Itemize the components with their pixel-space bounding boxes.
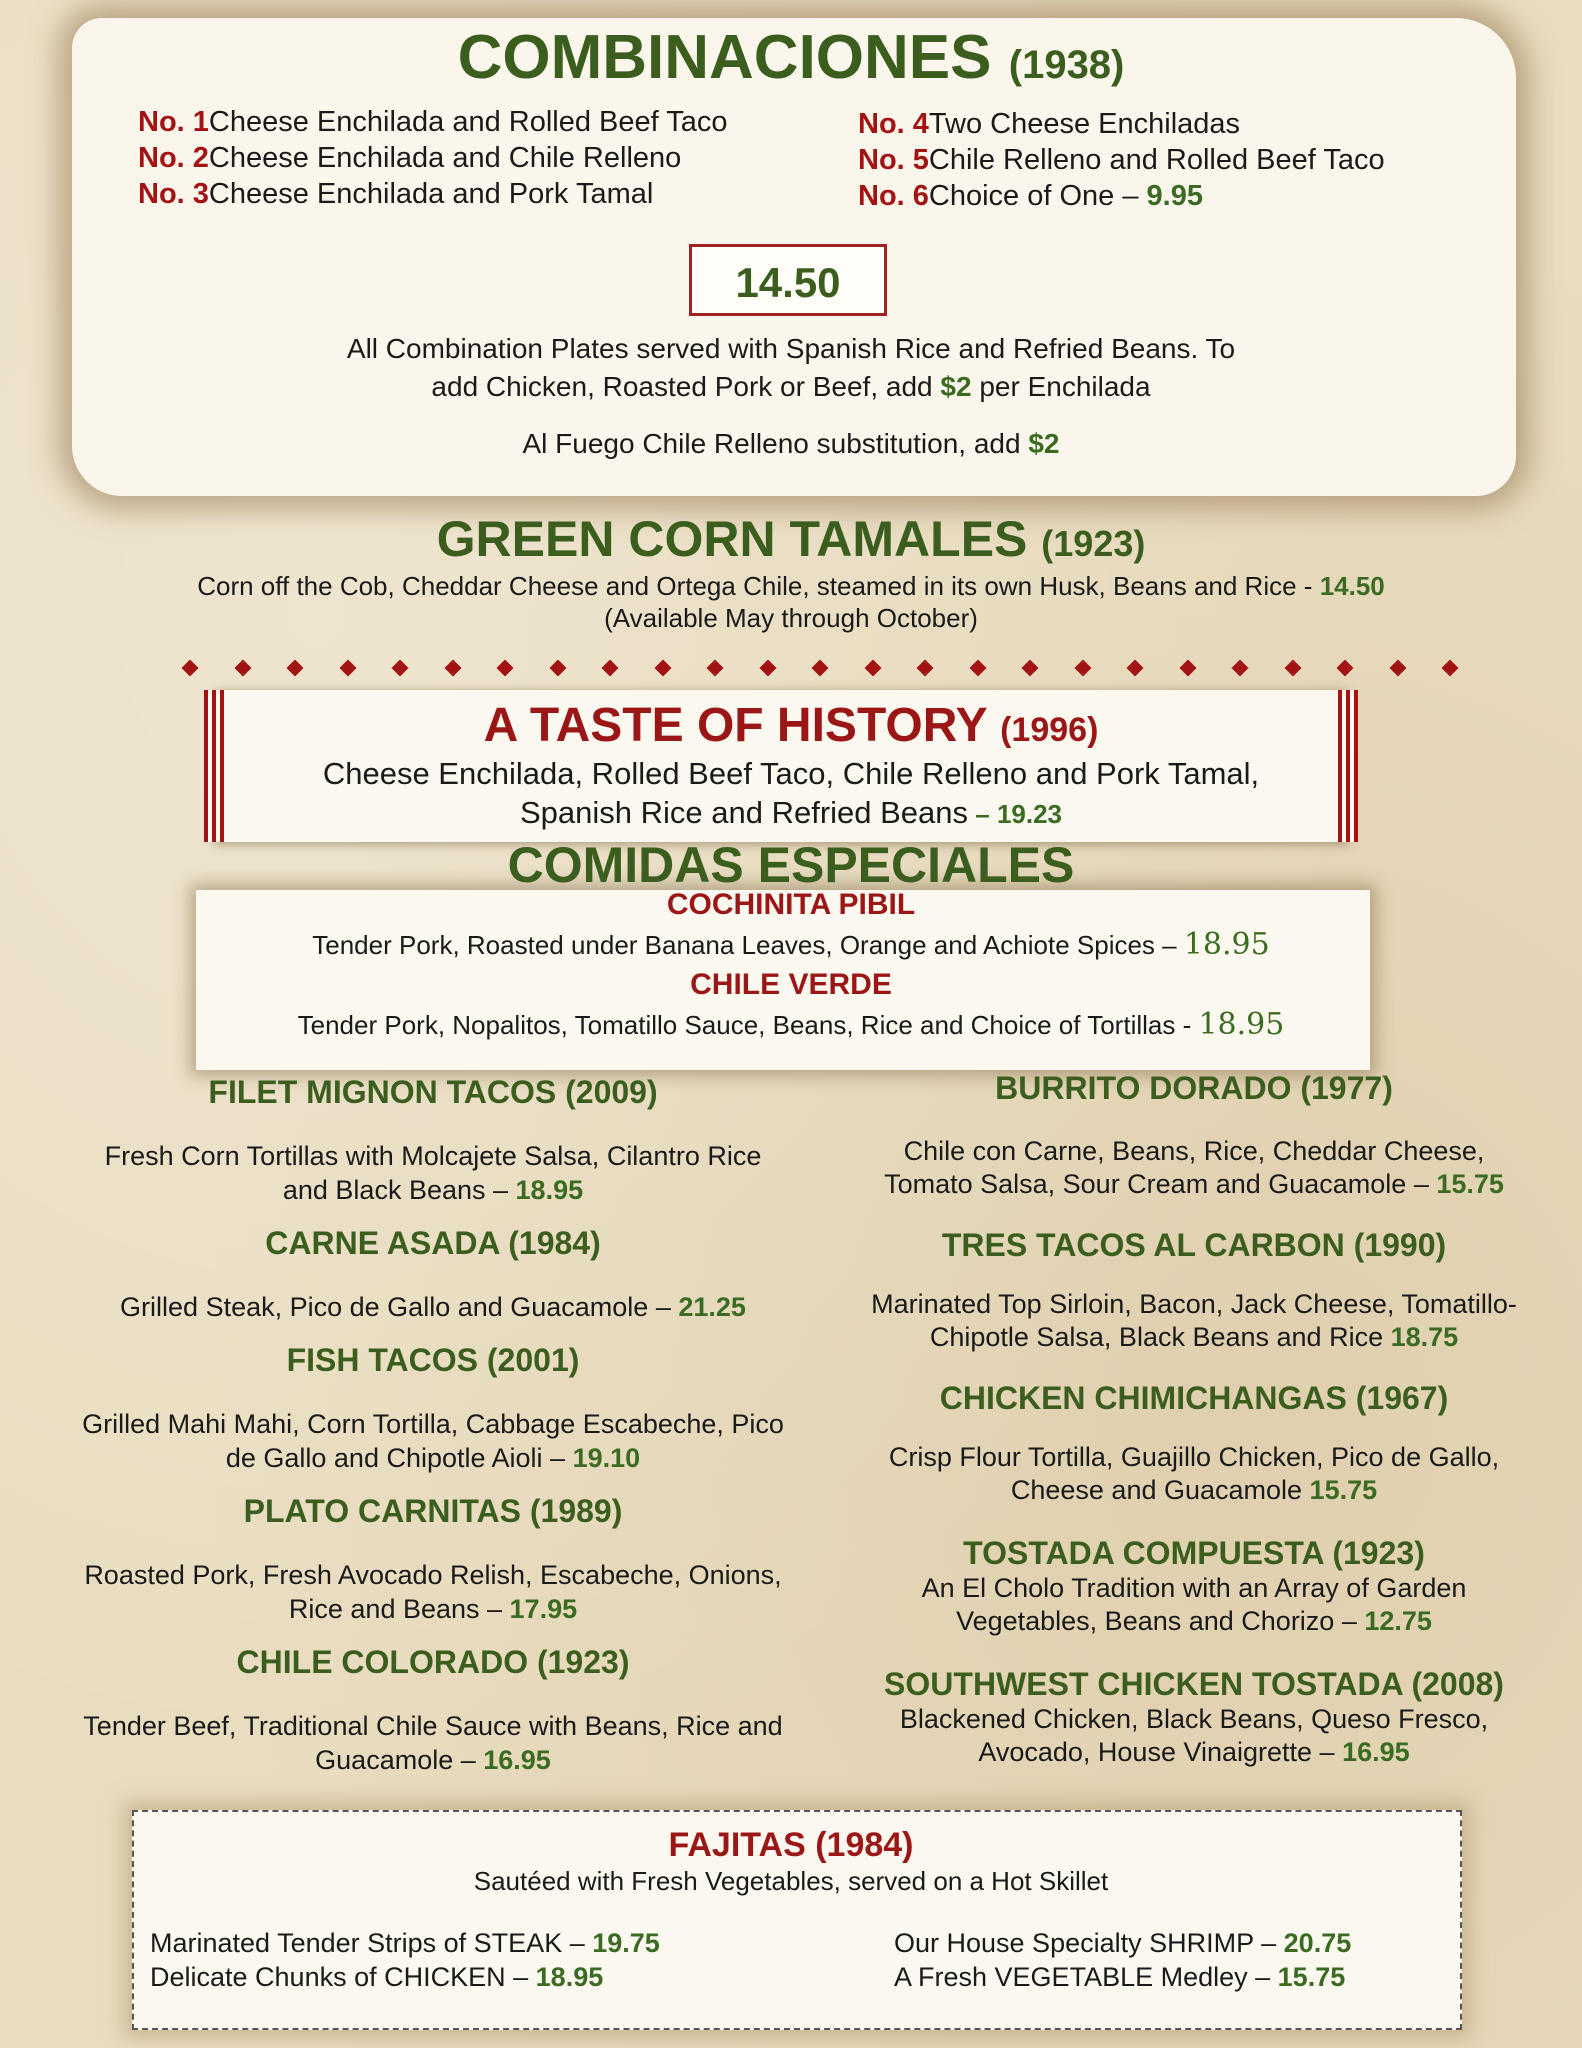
fajitas-option: Marinated Tender Strips of STEAK – 19.75 bbox=[150, 1928, 660, 1958]
diamond-ornament bbox=[392, 660, 409, 677]
combo-item: No. 3Cheese Enchilada and Pork Tamal bbox=[138, 178, 654, 210]
menu-item-title: TRES TACOS AL CARBON (1990) bbox=[941, 1227, 1447, 1263]
menu-item-title: SOUTHWEST CHICKEN TOSTADA (2008) bbox=[884, 1666, 1504, 1702]
menu-column-left bbox=[40, 1074, 826, 1777]
combinaciones-title: COMBINACIONES bbox=[457, 23, 992, 92]
menu-item-desc: Grilled Steak, Pico de Gallo and Guacamole – 21.25 bbox=[120, 1292, 746, 1322]
tamales-heading: GREEN CORN TAMALES (1923) bbox=[436, 511, 1146, 567]
menu-item-desc: Grilled Mahi Mahi, Corn Tortilla, Cabbage Escabeche, Pico de Gallo and Chipotle Aioli – 19.10 bbox=[82, 1409, 784, 1473]
diamond-ornament bbox=[182, 660, 199, 677]
menu-item-title: CHILE COLORADO (1923) bbox=[236, 1644, 630, 1680]
combinaciones-year: (1938) bbox=[1008, 43, 1125, 87]
fajitas-subtitle: Sautéed with Fresh Vegetables, served on a Hot Skillet bbox=[473, 1866, 1109, 1896]
history-desc: Cheese Enchilada, Rolled Beef Taco, Chile Relleno and Pork Tamal, Spanish Rice and Refried Beans – 19.23 bbox=[322, 756, 1260, 830]
menu-item-desc: Chile con Carne, Beans, Rice, Cheddar Cheese, Tomato Salsa, Sour Cream and Guacamole – 15.75 bbox=[884, 1136, 1504, 1199]
menu-item-desc: Fresh Corn Tortillas with Molcajete Salsa, Cilantro Rice and Black Beans – 18.95 bbox=[104, 1141, 762, 1205]
menu-item-desc: Blackened Chicken, Black Beans, Queso Fresco, Avocado, House Vinaigrette – 16.95 bbox=[899, 1704, 1489, 1767]
combinaciones-heading bbox=[0, 22, 1582, 93]
combo-item: No. 6Choice of One – 9.95 bbox=[858, 180, 1203, 212]
combo-item: No. 2Cheese Enchilada and Chile Relleno bbox=[138, 142, 682, 174]
menu-item-desc: Tender Beef, Traditional Chile Sauce with Beans, Rice and Guacamole – 16.95 bbox=[83, 1711, 783, 1775]
fajitas-title: FAJITAS (1984) bbox=[668, 1826, 914, 1864]
menu-item-desc: An El Cholo Tradition with an Array of Garden Vegetables, Beans and Chorizo – 12.75 bbox=[921, 1573, 1467, 1636]
diamond-ornament bbox=[444, 660, 461, 677]
menu-item-desc: Crisp Flour Tortilla, Guajillo Chicken, Pico de Gallo, Cheese and Guacamole 15.75 bbox=[888, 1442, 1500, 1505]
diamond-ornament bbox=[1127, 660, 1144, 677]
diamond-ornament bbox=[917, 660, 934, 677]
combo-item: No. 1Cheese Enchilada and Rolled Beef Taco bbox=[138, 106, 728, 138]
diamond-ornament bbox=[1232, 660, 1249, 677]
fajitas-option: Delicate Chunks of CHICKEN – 18.95 bbox=[150, 1962, 604, 1992]
diamond-ornament bbox=[1442, 660, 1459, 677]
combo-list-left bbox=[138, 104, 788, 212]
menu-column-right bbox=[836, 1070, 1552, 1769]
combo-item: No. 4Two Cheese Enchiladas bbox=[858, 108, 1241, 140]
fajitas-option: A Fresh VEGETABLE Medley – 15.75 bbox=[894, 1962, 1346, 1992]
combo-list-right bbox=[858, 106, 1498, 214]
diamond-ornament bbox=[339, 660, 356, 677]
especial-name: CHILE VERDE bbox=[690, 968, 892, 1001]
menu-item-title: TOSTADA COMPUESTA (1923) bbox=[963, 1535, 1425, 1571]
combo-price-box bbox=[689, 244, 887, 316]
diamond-ornament bbox=[1179, 660, 1196, 677]
tamales-desc: Corn off the Cob, Cheddar Cheese and Ortega Chile, steamed in its own Husk, Beans and Rice - 14.50 (Available May through October) bbox=[197, 571, 1385, 633]
menu-item-title: CHICKEN CHIMICHANGAS (1967) bbox=[939, 1380, 1449, 1416]
history-heading: A TASTE OF HISTORY (1996) bbox=[483, 699, 1099, 752]
combo-item: No. 5Chile Relleno and Rolled Beef Taco bbox=[858, 144, 1385, 176]
menu-item-title: FISH TACOS (2001) bbox=[286, 1342, 580, 1378]
fajitas-options-left bbox=[150, 1926, 750, 1994]
combo-note: All Combination Plates served with Spanish Rice and Refried Beans. To add Chicken, Roasted Pork or Beef, add $2 per Enchilada bbox=[346, 333, 1236, 402]
diamond-ornament bbox=[1284, 660, 1301, 677]
diamond-ornament bbox=[497, 660, 514, 677]
especial-desc: Tender Pork, Nopalitos, Tomatillo Sauce, Beans, Rice and Choice of Tortillas - 18.95 bbox=[297, 1007, 1285, 1042]
diamond-ornament bbox=[234, 660, 251, 677]
diamond-ornament bbox=[1074, 660, 1091, 677]
especiales-heading: COMIDAS ESPECIALES bbox=[507, 837, 1075, 893]
especial-desc: Tender Pork, Roasted under Banana Leaves, Orange and Achiote Spices – 18.95 bbox=[312, 927, 1270, 962]
menu-item-desc: Marinated Top Sirloin, Bacon, Jack Cheese, Tomatillo- Chipotle Salsa, Black Beans and Rice 18.75 bbox=[871, 1289, 1517, 1352]
diamond-ornament bbox=[287, 660, 304, 677]
menu-item-title: BURRITO DORADO (1977) bbox=[995, 1070, 1393, 1106]
fajitas-option: Our House Specialty SHRIMP – 20.75 bbox=[894, 1928, 1352, 1958]
diamond-ornament bbox=[864, 660, 881, 677]
combo-note-2: Al Fuego Chile Relleno substitution, add $2 bbox=[522, 428, 1060, 459]
diamond-ornament bbox=[1389, 660, 1406, 677]
fajitas-options-right bbox=[894, 1926, 1454, 1994]
diamond-divider bbox=[0, 660, 1582, 680]
menu-item-title: FILET MIGNON TACOS (2009) bbox=[208, 1074, 658, 1110]
diamond-ornament bbox=[602, 660, 619, 677]
menu-item-title: CARNE ASADA (1984) bbox=[265, 1225, 601, 1261]
diamond-ornament bbox=[969, 660, 986, 677]
combo-price: 14.50 bbox=[735, 259, 841, 306]
diamond-ornament bbox=[549, 660, 566, 677]
menu-item-desc: Roasted Pork, Fresh Avocado Relish, Escabeche, Onions, Rice and Beans – 17.95 bbox=[84, 1560, 782, 1624]
diamond-ornament bbox=[654, 660, 671, 677]
diamond-ornament bbox=[707, 660, 724, 677]
menu-item-title: PLATO CARNITAS (1989) bbox=[243, 1493, 623, 1529]
diamond-ornament bbox=[759, 660, 776, 677]
diamond-ornament bbox=[1022, 660, 1039, 677]
diamond-ornament bbox=[1337, 660, 1354, 677]
especial-name: COCHINITA PIBIL bbox=[666, 888, 916, 921]
especiales-list bbox=[0, 888, 1582, 1048]
diamond-ornament bbox=[812, 660, 829, 677]
